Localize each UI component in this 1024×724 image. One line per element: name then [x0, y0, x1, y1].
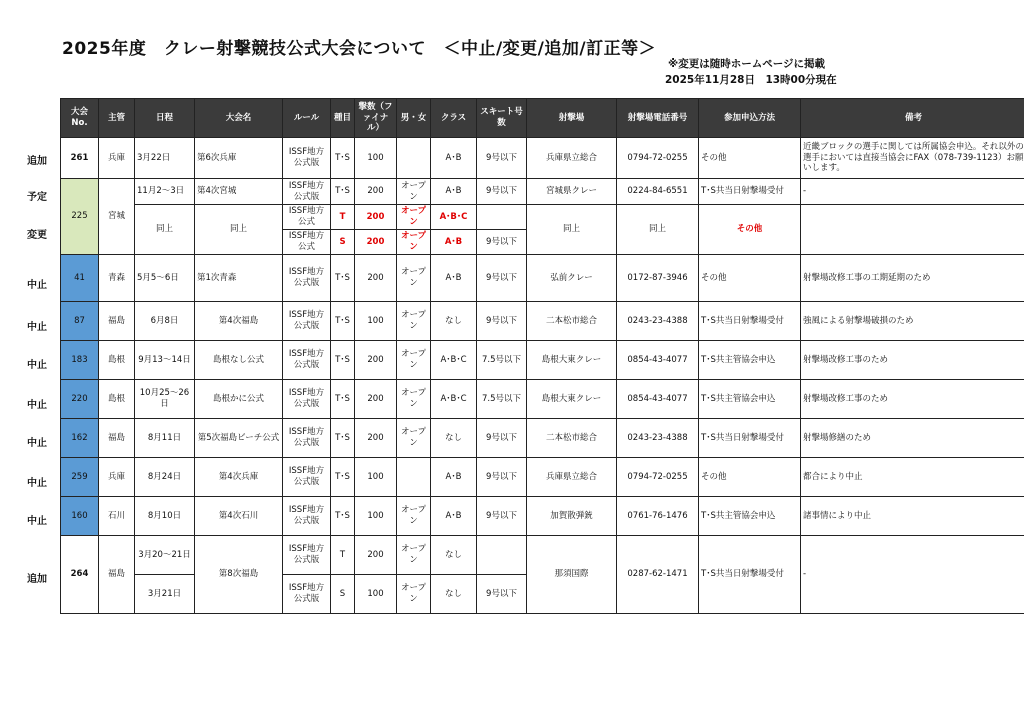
event-cell: T･S	[331, 341, 355, 380]
event-cell: S	[331, 230, 355, 255]
skeet-cell	[477, 205, 527, 230]
rule-cell: ISSF地方公式版	[283, 179, 331, 205]
header-cell: 撃数（ファイナル）	[355, 99, 397, 138]
class-cell: A･B	[431, 138, 477, 179]
tel-cell: 0243-23-4388	[617, 302, 699, 341]
tournament-no: 41	[61, 255, 99, 302]
name-cell: 島根かに公式	[195, 380, 283, 419]
tel-cell: 0854-43-4077	[617, 380, 699, 419]
header-cell: 参加申込方法	[699, 99, 801, 138]
class-cell: なし	[431, 536, 477, 575]
range-cell: 宮城県クレー	[527, 179, 617, 205]
tel-cell: 0224-84-6551	[617, 179, 699, 205]
date-cell: 8月10日	[135, 497, 195, 536]
name-cell: 第1次青森	[195, 255, 283, 302]
date-cell: 10月25～26日	[135, 380, 195, 419]
tel-cell: 0794-72-0255	[617, 138, 699, 179]
rule-cell: ISSF地方公式版	[283, 255, 331, 302]
tournament-no: 87	[61, 302, 99, 341]
skeet-cell: 9号以下	[477, 302, 527, 341]
class-cell: A･B	[431, 458, 477, 497]
name-cell: 第6次兵庫	[195, 138, 283, 179]
class-cell: なし	[431, 575, 477, 614]
date-cell: 3月22日	[135, 138, 195, 179]
shots-cell: 200	[355, 380, 397, 419]
table-header-row	[61, 99, 1024, 138]
shots-cell: 200	[355, 179, 397, 205]
class-cell: A･B	[431, 230, 477, 255]
sex-cell: オープン	[397, 230, 431, 255]
shots-cell: 100	[355, 575, 397, 614]
header-cell: 大会No.	[61, 99, 99, 138]
header-cell: 日程	[135, 99, 195, 138]
apply-cell: その他	[699, 138, 801, 179]
date-cell: 6月8日	[135, 302, 195, 341]
tel-cell: 同上	[617, 205, 699, 255]
class-cell: A･B･C	[431, 205, 477, 230]
name-cell: 第4次福島	[195, 302, 283, 341]
rule-cell: ISSF地方公式版	[283, 380, 331, 419]
tournament-table	[60, 98, 1024, 614]
shots-cell: 200	[355, 205, 397, 230]
event-cell: T	[331, 205, 355, 230]
event-cell: T･S	[331, 380, 355, 419]
memo-cell: 近畿ブロックの選手に関しては所属協会申込。それ以外の選手においては直接当協会にFAX（078-739-1123）お願いします。	[801, 138, 1024, 179]
memo-cell: 諸事情により中止	[801, 497, 1024, 536]
rule-cell: ISSF地方公式	[283, 205, 331, 230]
header-cell: クラス	[431, 99, 477, 138]
memo-cell: 射撃場修繕のため	[801, 419, 1024, 458]
skeet-cell: 9号以下	[477, 497, 527, 536]
table-row	[61, 302, 1024, 341]
status-label: 中止	[27, 478, 47, 489]
event-cell: T･S	[331, 419, 355, 458]
table-row	[61, 179, 1024, 205]
host-cell: 青森	[99, 255, 135, 302]
date-cell: 5月5～6日	[135, 255, 195, 302]
tel-cell: 0794-72-0255	[617, 458, 699, 497]
class-cell: なし	[431, 302, 477, 341]
tournament-no: 225	[61, 179, 99, 255]
skeet-cell: 9号以下	[477, 230, 527, 255]
header-cell: 大会名	[195, 99, 283, 138]
range-cell: 島根大東クレー	[527, 341, 617, 380]
tournament-no: 220	[61, 380, 99, 419]
class-cell: A･B･C	[431, 380, 477, 419]
status-label: 追加	[27, 156, 47, 167]
skeet-cell: 9号以下	[477, 179, 527, 205]
date-cell: 同上	[135, 205, 195, 255]
rule-cell: ISSF地方公式版	[283, 302, 331, 341]
event-cell: T･S	[331, 458, 355, 497]
tournament-no: 162	[61, 419, 99, 458]
class-cell: A･B･C	[431, 341, 477, 380]
sex-cell: オープン	[397, 380, 431, 419]
sex-cell: オープン	[397, 497, 431, 536]
event-cell: T･S	[331, 255, 355, 302]
rule-cell: ISSF地方公式版	[283, 536, 331, 575]
range-cell: 同上	[527, 205, 617, 255]
name-cell: 島根なし公式	[195, 341, 283, 380]
sex-cell	[397, 138, 431, 179]
date-cell: 3月21日	[135, 575, 195, 614]
apply-cell: T･S共当日射撃場受付	[699, 419, 801, 458]
status-label: 中止	[27, 400, 47, 411]
host-cell: 福島	[99, 419, 135, 458]
status-label: 追加	[27, 574, 47, 585]
shots-cell: 200	[355, 419, 397, 458]
tel-cell: 0243-23-4388	[617, 419, 699, 458]
host-cell: 島根	[99, 380, 135, 419]
name-cell: 第4次石川	[195, 497, 283, 536]
status-label: 中止	[27, 280, 47, 291]
rule-cell: ISSF地方公式	[283, 230, 331, 255]
rule-cell: ISSF地方公式版	[283, 419, 331, 458]
host-cell: 兵庫	[99, 138, 135, 179]
sex-cell: オープン	[397, 341, 431, 380]
tel-cell: 0854-43-4077	[617, 341, 699, 380]
tournament-no: 261	[61, 138, 99, 179]
header-cell: 主管	[99, 99, 135, 138]
status-label: 予定	[27, 192, 47, 203]
header-cell: 男・女	[397, 99, 431, 138]
event-cell: T･S	[331, 497, 355, 536]
sex-cell: オープン	[397, 302, 431, 341]
header-cell: 種目	[331, 99, 355, 138]
header-cell: スキート号数	[477, 99, 527, 138]
memo-cell: 射撃場改修工事の工期延期のため	[801, 255, 1024, 302]
status-label: 変更	[27, 230, 47, 241]
page-title: 2025年度 クレー射撃競技公式大会について ＜中止/変更/追加/訂正等＞	[62, 39, 657, 59]
class-cell: A･B	[431, 179, 477, 205]
tournament-no: 183	[61, 341, 99, 380]
date-cell: 11月2～3日	[135, 179, 195, 205]
date-cell: 8月24日	[135, 458, 195, 497]
range-cell: 島根大東クレー	[527, 380, 617, 419]
host-cell: 宮城	[99, 179, 135, 255]
name-cell: 第4次宮城	[195, 179, 283, 205]
name-cell: 第8次福島	[195, 536, 283, 614]
rule-cell: ISSF地方公式版	[283, 138, 331, 179]
table-row	[61, 497, 1024, 536]
header-cell: 射撃場	[527, 99, 617, 138]
range-cell: 二本松市総合	[527, 302, 617, 341]
memo-cell: -	[801, 179, 1024, 205]
skeet-cell: 7.5号以下	[477, 380, 527, 419]
table-row	[61, 138, 1024, 179]
range-cell: 兵庫県立総合	[527, 458, 617, 497]
date-cell: 9月13～14日	[135, 341, 195, 380]
tournament-no: 264	[61, 536, 99, 614]
date-cell: 8月11日	[135, 419, 195, 458]
event-cell: T･S	[331, 138, 355, 179]
tel-cell: 0761-76-1476	[617, 497, 699, 536]
memo-cell: 都合により中止	[801, 458, 1024, 497]
event-cell: T	[331, 536, 355, 575]
name-cell: 同上	[195, 205, 283, 255]
skeet-cell: 9号以下	[477, 458, 527, 497]
sex-cell: オープン	[397, 205, 431, 230]
header-cell: 備考	[801, 99, 1024, 138]
table-row	[61, 255, 1024, 302]
class-cell: A･B	[431, 255, 477, 302]
host-cell: 石川	[99, 497, 135, 536]
skeet-cell: 9号以下	[477, 419, 527, 458]
apply-cell: T･S共当日射撃場受付	[699, 302, 801, 341]
update-note: ※変更は随時ホームページに掲載	[668, 58, 825, 70]
host-cell: 島根	[99, 341, 135, 380]
name-cell: 第4次兵庫	[195, 458, 283, 497]
host-cell: 福島	[99, 302, 135, 341]
shots-cell: 200	[355, 341, 397, 380]
rule-cell: ISSF地方公式版	[283, 341, 331, 380]
range-cell: 那須国際	[527, 536, 617, 614]
table-row	[61, 458, 1024, 497]
memo-cell: 射撃場改修工事のため	[801, 341, 1024, 380]
tel-cell: 0287-62-1471	[617, 536, 699, 614]
sex-cell: オープン	[397, 536, 431, 575]
apply-cell: T･S共主管協会申込	[699, 341, 801, 380]
rule-cell: ISSF地方公式版	[283, 497, 331, 536]
apply-cell: その他	[699, 458, 801, 497]
shots-cell: 100	[355, 497, 397, 536]
skeet-cell	[477, 536, 527, 575]
apply-cell: T･S共主管協会申込	[699, 497, 801, 536]
range-cell: 兵庫県立総合	[527, 138, 617, 179]
sex-cell: オープン	[397, 419, 431, 458]
shots-cell: 100	[355, 458, 397, 497]
skeet-cell: 9号以下	[477, 575, 527, 614]
shots-cell: 200	[355, 536, 397, 575]
event-cell: S	[331, 575, 355, 614]
as-of-date: 2025年11月28日 13時00分現在	[665, 74, 837, 86]
tournament-no: 160	[61, 497, 99, 536]
status-label: 中止	[27, 438, 47, 449]
shots-cell: 100	[355, 302, 397, 341]
memo-cell: 強風による射撃場破損のため	[801, 302, 1024, 341]
host-cell: 福島	[99, 536, 135, 614]
name-cell: 第5次福島ビーチ公式	[195, 419, 283, 458]
class-cell: なし	[431, 419, 477, 458]
sex-cell: オープン	[397, 179, 431, 205]
sex-cell: オープン	[397, 575, 431, 614]
tel-cell: 0172-87-3946	[617, 255, 699, 302]
apply-cell: T･S共当日射撃場受付	[699, 179, 801, 205]
date-cell: 3月20～21日	[135, 536, 195, 575]
table-row	[61, 341, 1024, 380]
event-cell: T･S	[331, 179, 355, 205]
apply-cell: その他	[699, 205, 801, 255]
shots-cell: 100	[355, 138, 397, 179]
shots-cell: 200	[355, 255, 397, 302]
memo-cell: 射撃場改修工事のため	[801, 380, 1024, 419]
table-row	[61, 380, 1024, 419]
apply-cell: その他	[699, 255, 801, 302]
table-row	[61, 536, 1024, 575]
shots-cell: 200	[355, 230, 397, 255]
rule-cell: ISSF地方公式版	[283, 458, 331, 497]
skeet-cell: 7.5号以下	[477, 341, 527, 380]
class-cell: A･B	[431, 497, 477, 536]
skeet-cell: 9号以下	[477, 138, 527, 179]
table-row	[61, 205, 1024, 230]
rule-cell: ISSF地方公式版	[283, 575, 331, 614]
skeet-cell: 9号以下	[477, 255, 527, 302]
range-cell: 二本松市総合	[527, 419, 617, 458]
range-cell: 弘前クレー	[527, 255, 617, 302]
sex-cell	[397, 458, 431, 497]
memo-cell	[801, 205, 1024, 255]
event-cell: T･S	[331, 302, 355, 341]
memo-cell: -	[801, 536, 1024, 614]
status-label: 中止	[27, 322, 47, 333]
table-row	[61, 419, 1024, 458]
header-cell: 射撃場電話番号	[617, 99, 699, 138]
sex-cell: オープン	[397, 255, 431, 302]
range-cell: 加賀散弾銃	[527, 497, 617, 536]
apply-cell: T･S共当日射撃場受付	[699, 536, 801, 614]
status-label: 中止	[27, 516, 47, 527]
tournament-no: 259	[61, 458, 99, 497]
apply-cell: T･S共主管協会申込	[699, 380, 801, 419]
host-cell: 兵庫	[99, 458, 135, 497]
status-label: 中止	[27, 360, 47, 371]
header-cell: ルール	[283, 99, 331, 138]
